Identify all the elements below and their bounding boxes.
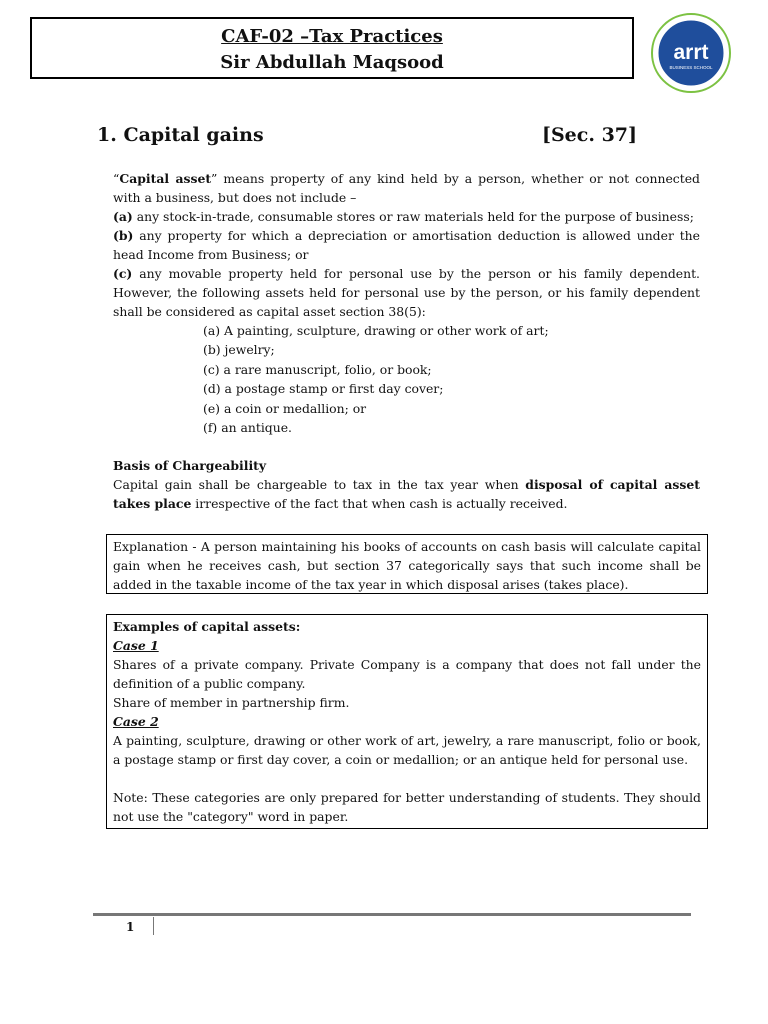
case-2-text: A painting, sculpture, drawing or other work of art, jewelry, a rare manuscript, folio or book, a postage stamp or first day cover, a coin or medallion; or an antique held for personal use. [113,733,701,767]
explanation-text: Explanation - A person maintaining his books of accounts on cash basis will calculate capital gain when he receives cash, but section 37 categorically says that such income shall be added in the taxable income of the tax year in which disposal arises (takes place). [113,539,701,592]
examples-heading [113,617,701,636]
document-header [30,17,634,79]
item-label: (a) [113,209,133,224]
case-1-text: Shares of a private company. Private Company is a company that does not fall under the definition of a public company. [113,657,701,691]
list-item: (b) jewelry; [203,342,275,358]
item-text: any property for which a depreciation or amortisation deduction is allowed under the head Income from Business; or [113,228,700,262]
footer-separator [153,917,154,935]
list-item: (e) a coin or medallion; or [203,400,367,416]
case-1-text-2: Share of member in partnership firm. [113,695,350,710]
list-item: (d) a postage stamp or first day cover; [203,381,444,397]
list-item: (a) A painting, sculpture, drawing or other work of art; [203,323,549,338]
section-reference: [Sec. 37] [541,124,637,146]
defined-term: Capital asset [119,171,212,186]
definition-item-c [113,264,700,321]
course-title: CAF-02 –Tax Practices [221,26,443,47]
basis-heading: Basis of Chargeability [113,458,267,474]
main-body [113,169,700,513]
item-label: (c) [113,266,133,281]
list-item: (f) an antique. [203,420,292,436]
instructor-name: Sir Abdullah Maqsood [220,52,444,73]
section-number: 1. [97,124,117,146]
logo-wordmark: arrt [673,41,709,64]
item-label: (b) [113,228,134,243]
note-text: Note: These categories are only prepared for better understanding of students. They should not use the "category" word in paper. [113,790,701,824]
case-2-label: Case 2 [113,714,159,729]
section-heading [97,123,637,147]
list-item: (c) a rare manuscript, folio, or book; [203,361,432,377]
examples-heading-text: Examples of capital assets: [113,619,301,634]
open-quote: “ [113,171,120,186]
item-text: any stock-in-trade, consumable stores or raw materials held for the purpose of business; [132,209,694,224]
explanation-box [106,534,708,594]
basis-emphasis: disposal of capital asset takes place [113,477,700,512]
footer-divider [93,913,691,916]
logo-subtext: BUSINESS SCHOOL [669,65,713,70]
school-logo [651,13,731,93]
item-text: any movable property held for personal use by the person or his family dependent. However, the following assets held for personal use by the person, or his family dependent shall be considered as capital asset section 38(5): [113,266,700,319]
page-number: 1 [126,920,135,934]
examples-box [106,614,708,829]
basis-text [113,475,700,513]
case-1-label: Case 1 [113,638,159,653]
definition-intro [113,169,700,207]
definition-item-a [113,207,700,226]
definition-intro-text: ” means property of any kind held by a person, whether or not connected with a business, but does not include – [113,171,700,205]
spacer [113,769,701,788]
basis-text-part: irrespective of the fact that when cash is actually received. [191,496,568,512]
basis-text-part: Capital gain shall be chargeable to tax in the tax year when [113,477,526,493]
section-title: Capital gains [123,124,264,146]
capital-asset-sublist [113,321,700,437]
definition-item-b [113,226,700,264]
